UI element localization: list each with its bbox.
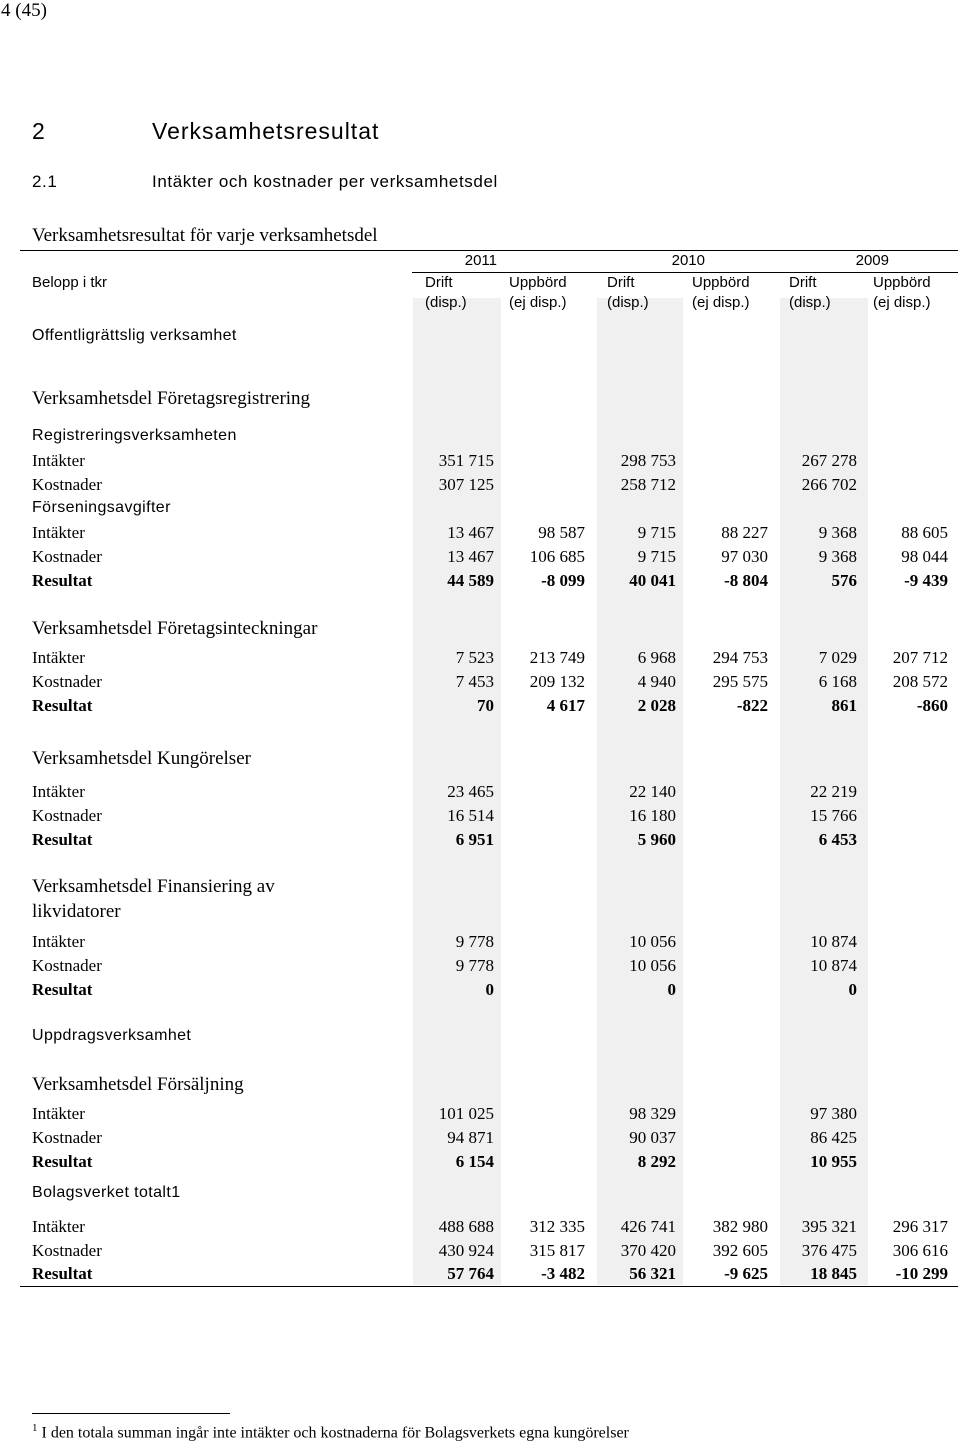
- table-cell: 57 764: [447, 1264, 494, 1283]
- table-cell: 294 753: [712, 648, 768, 667]
- table-cell: 22 140: [629, 782, 676, 801]
- row-label: [32, 1241, 102, 1261]
- row-label-text: Verksamhetsdel Finansiering av: [32, 876, 275, 897]
- table-rule: [20, 250, 958, 251]
- table-cell: 312 335: [529, 1217, 585, 1236]
- row-label-text: Intäkter: [32, 1217, 85, 1236]
- table-cell: 9 715: [637, 523, 676, 542]
- table-cell: 0: [848, 980, 857, 999]
- table-cell: 88 227: [721, 523, 768, 542]
- row-label-text: Kostnader: [32, 547, 102, 566]
- column-header-line: Uppbörd: [509, 274, 567, 291]
- table-cell: 97 030: [721, 547, 768, 566]
- column-header-line: (ej disp.): [692, 294, 750, 311]
- table-cell: 2 028: [637, 696, 676, 715]
- table-cell: -9 439: [904, 571, 948, 590]
- table-cell: 382 980: [712, 1217, 768, 1236]
- row-label: [32, 1074, 244, 1096]
- column-header-line: (disp.): [607, 294, 649, 311]
- table-cell: 106 685: [529, 547, 585, 566]
- row-label: [32, 618, 317, 640]
- column-header-line: (ej disp.): [509, 294, 567, 311]
- column-header: [873, 273, 931, 313]
- row-label-text: Registreringsverksamheten: [32, 427, 237, 444]
- table-cell: 98 587: [538, 523, 585, 542]
- table-cell: 6 453: [818, 830, 857, 849]
- table-cell: 266 702: [801, 475, 857, 494]
- row-label-text: Resultat: [32, 571, 93, 590]
- row-label-text: Kostnader: [32, 475, 102, 494]
- row-label-text: Kostnader: [32, 672, 102, 691]
- table-cell: -8 804: [724, 571, 768, 590]
- table-cell: 98 329: [629, 1104, 676, 1123]
- row-label: [32, 571, 92, 591]
- row-label-text: Offentligrättslig verksamhet: [32, 327, 237, 344]
- subsection-number: 2.1: [32, 172, 58, 191]
- row-label-text: Resultat: [32, 696, 93, 715]
- footnote-reference: 1: [171, 1184, 181, 1201]
- table-cell: 209 132: [529, 672, 585, 691]
- row-label: [32, 1027, 191, 1045]
- table-cell: 0: [485, 980, 494, 999]
- column-header: [692, 273, 750, 313]
- table-cell: -822: [736, 696, 768, 715]
- column-header-line: (ej disp.): [873, 294, 931, 311]
- row-label: [32, 388, 310, 410]
- row-label-text: Resultat: [32, 980, 93, 999]
- row-label: [32, 806, 102, 826]
- row-label: [32, 547, 102, 567]
- column-header-line: Drift: [789, 274, 817, 291]
- table-cell: 44 589: [447, 571, 494, 590]
- row-label-text: Resultat: [32, 1152, 93, 1171]
- row-label-text: Verksamhetsdel Kungörelser: [32, 748, 251, 769]
- row-label-text: Förseningsavgifter: [32, 499, 171, 516]
- table-cell: 208 572: [892, 672, 948, 691]
- row-label: [32, 696, 92, 716]
- table-cell: 6 168: [818, 672, 857, 691]
- row-label: [32, 1184, 181, 1202]
- page-number: 4 (45): [1, 0, 47, 21]
- row-label-text: Resultat: [32, 1264, 93, 1283]
- subsection-title: Intäkter och kostnader per verksamhetsdel: [152, 172, 498, 191]
- row-label: [32, 782, 85, 802]
- table-cell: 9 368: [818, 523, 857, 542]
- row-label: [32, 876, 275, 898]
- table-cell: 6 968: [637, 648, 676, 667]
- unit-label: Belopp i tkr: [32, 274, 108, 291]
- row-label: [32, 1128, 102, 1148]
- column-header: [789, 273, 831, 313]
- table-cell: 426 741: [620, 1217, 676, 1236]
- row-label-text: Kostnader: [32, 1128, 102, 1147]
- column-header-line: Drift: [425, 274, 453, 291]
- table-cell: 97 380: [810, 1104, 857, 1123]
- table-cell: 0: [667, 980, 676, 999]
- table-cell: 6 951: [455, 830, 494, 849]
- table-cell: 370 420: [620, 1241, 676, 1260]
- table-cell: 392 605: [712, 1241, 768, 1260]
- table-cell: 7 029: [818, 648, 857, 667]
- table-cell: 306 616: [892, 1241, 948, 1260]
- section-title: Verksamhetsresultat: [152, 118, 380, 144]
- table-cell: 13 467: [447, 523, 494, 542]
- column-header: [509, 273, 567, 313]
- column-header-line: (disp.): [789, 294, 831, 311]
- row-label-text: Kostnader: [32, 1241, 102, 1260]
- table-cell: 16 180: [629, 806, 676, 825]
- table-cell: 9 778: [455, 932, 494, 951]
- table-cell: 6 154: [455, 1152, 494, 1171]
- table-cell: 18 845: [810, 1264, 857, 1283]
- row-label: [32, 1264, 92, 1284]
- table-cell: 10 874: [810, 956, 857, 975]
- table-cell: -9 625: [724, 1264, 768, 1283]
- table-cell: 13 467: [447, 547, 494, 566]
- table-cell: 395 321: [801, 1217, 857, 1236]
- table-cell: 376 475: [801, 1241, 857, 1260]
- row-label: [32, 748, 251, 770]
- row-label: [32, 499, 171, 517]
- table-cell: 9 368: [818, 547, 857, 566]
- footnote-text: I den totala summan ingår inte intäkter och kostnaderna för Bolagsverkets egna kungörelser: [41, 1424, 629, 1442]
- table-cell: 576: [831, 571, 857, 590]
- column-header-line: Uppbörd: [692, 274, 750, 291]
- table-cell: 295 575: [712, 672, 768, 691]
- table-cell: 15 766: [810, 806, 857, 825]
- section-number: 2: [32, 118, 46, 144]
- row-label: [32, 1152, 92, 1172]
- table-cell: 298 753: [620, 451, 676, 470]
- table-rule: [20, 1286, 958, 1287]
- table-cell: 86 425: [810, 1128, 857, 1147]
- table-cell: 4 940: [637, 672, 676, 691]
- year-header: 2009: [855, 252, 889, 269]
- table-cell: 8 292: [637, 1152, 676, 1171]
- table-title: Verksamhetsresultat för varje verksamhetsdel: [32, 225, 378, 246]
- row-label: [32, 932, 85, 952]
- table-cell: 10 056: [629, 956, 676, 975]
- row-label-text: Intäkter: [32, 648, 85, 667]
- column-header: [425, 273, 467, 313]
- table-cell: 90 037: [629, 1128, 676, 1147]
- row-label-text: Resultat: [32, 830, 93, 849]
- year-header: 2011: [464, 252, 497, 269]
- year-header: 2010: [671, 252, 705, 269]
- section-heading: [32, 118, 379, 145]
- row-label: [32, 956, 102, 976]
- table-cell: -3 482: [541, 1264, 585, 1283]
- subsection-heading: [32, 172, 498, 192]
- table-cell: 7 453: [455, 672, 494, 691]
- table-cell: 307 125: [438, 475, 494, 494]
- row-label: [32, 1217, 85, 1237]
- column-header: [607, 273, 649, 313]
- table-cell: 22 219: [810, 782, 857, 801]
- table-cell: 4 617: [546, 696, 585, 715]
- table-cell: 94 871: [447, 1128, 494, 1147]
- column-header-line: Drift: [607, 274, 635, 291]
- table-cell: 430 924: [438, 1241, 494, 1260]
- row-label-text: Kostnader: [32, 956, 102, 975]
- table-cell: 98 044: [901, 547, 948, 566]
- row-label: [32, 427, 237, 445]
- table-cell: 56 321: [629, 1264, 676, 1283]
- table-cell: 101 025: [438, 1104, 494, 1123]
- table-cell: 315 817: [529, 1241, 585, 1260]
- row-label: [32, 475, 102, 495]
- table-cell: 267 278: [801, 451, 857, 470]
- row-label: [32, 672, 102, 692]
- row-label-text: Intäkter: [32, 523, 85, 542]
- row-label: [32, 980, 92, 1000]
- column-header-line: Uppbörd: [873, 274, 931, 291]
- row-label-text: Intäkter: [32, 451, 85, 470]
- row-label: [32, 648, 85, 668]
- table-cell: 70: [477, 696, 494, 715]
- table-cell: 9 778: [455, 956, 494, 975]
- row-label-text: Intäkter: [32, 932, 85, 951]
- table-cell: 207 712: [892, 648, 948, 667]
- row-label: [32, 451, 85, 471]
- row-label: [32, 901, 121, 923]
- table-cell: 23 465: [447, 782, 494, 801]
- table-cell: 40 041: [629, 571, 676, 590]
- table-cell: 88 605: [901, 523, 948, 542]
- row-label-text: Intäkter: [32, 1104, 85, 1123]
- row-label-text: Verksamhetsdel Företagsinteckningar: [32, 618, 318, 639]
- table-cell: 9 715: [637, 547, 676, 566]
- table-cell: 10 056: [629, 932, 676, 951]
- table-cell: 10 874: [810, 932, 857, 951]
- table-cell: -10 299: [895, 1264, 948, 1283]
- row-label: [32, 523, 85, 543]
- row-label-text: Verksamhetsdel Försäljning: [32, 1074, 244, 1095]
- table-cell: 10 955: [810, 1152, 857, 1171]
- table-cell: 16 514: [447, 806, 494, 825]
- row-label: [32, 1104, 85, 1124]
- table-cell: 861: [831, 696, 857, 715]
- column-header-line: (disp.): [425, 294, 467, 311]
- row-label-text: Kostnader: [32, 806, 102, 825]
- table-cell: -8 099: [541, 571, 585, 590]
- row-label-text: likvidatorer: [32, 901, 121, 922]
- row-label-text: Bolagsverket totalt: [32, 1184, 172, 1201]
- table-cell: 351 715: [438, 451, 494, 470]
- table-cell: 5 960: [637, 830, 676, 849]
- table-cell: 296 317: [892, 1217, 948, 1236]
- footnote-mark: 1: [32, 1422, 38, 1434]
- row-label-text: Uppdragsverksamhet: [32, 1027, 192, 1044]
- row-label: [32, 327, 237, 345]
- table-cell: -860: [916, 696, 948, 715]
- footnote: [32, 1422, 629, 1442]
- footnote-divider: [32, 1413, 230, 1414]
- table-cell: 488 688: [438, 1217, 494, 1236]
- row-label-text: Intäkter: [32, 782, 85, 801]
- table-cell: 258 712: [620, 475, 676, 494]
- row-label: [32, 830, 92, 850]
- row-label-text: Verksamhetsdel Företagsregistrering: [32, 388, 311, 409]
- table-cell: 7 523: [455, 648, 494, 667]
- table-cell: 213 749: [529, 648, 585, 667]
